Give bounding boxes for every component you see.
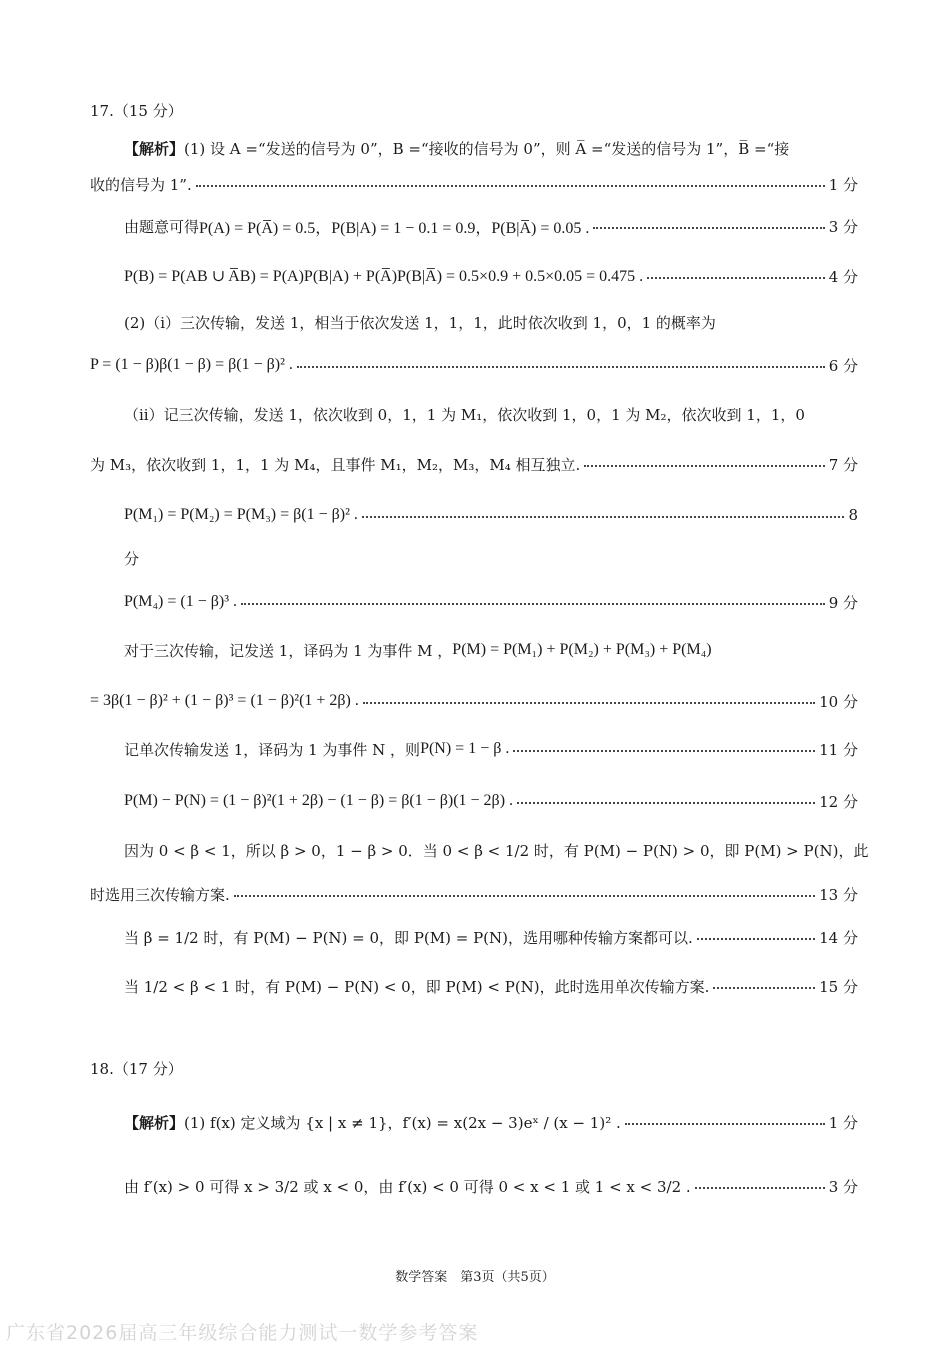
- score-label: 15 分: [819, 977, 858, 996]
- q17-line-2: 收的信号为 1”. 1 分: [90, 175, 858, 194]
- score-label: 1 分: [828, 175, 858, 194]
- q17-line-1: 【解析】 (1) 设 A =“发送的信号为 0”，B =“接收的信号为 0”，则 A̅ =“发送的信号为 1”，B̅ =“接: [124, 139, 790, 158]
- q17-line-8: 为 M₃，依次收到 1，1，1 为 M₄，且事件 M₁，M₂，M₃，M₄ 相互独立. 7 分: [90, 455, 858, 474]
- leader-dots: [363, 702, 815, 704]
- q17-line-4: P(B) = P(AB ∪ A̅B) = P(A)P(B|A) + P(A̅)P(B|A̅) = 0.5×0.9 + 0.5×0.05 = 0.475 . 4 分: [124, 267, 858, 286]
- q17-line-12: 对于三次传输，记发送 1，译码为 1 为事件 M ， P(M) = P(M₁) + P(M₂) + P(M₃) + P(M₄): [124, 641, 712, 660]
- q17-line-17: 时选用三次传输方案. 13 分: [90, 885, 858, 904]
- q17-line-15: P(M) − P(N) = (1 − β)²(1 + 2β) − (1 − β) = β(1 − β)(1 − 2β) . 12 分: [124, 792, 858, 811]
- page-footer: 数学答案 第3页（共5页）: [395, 1270, 555, 1285]
- leader-dots: [697, 938, 815, 940]
- leader-dots: [625, 1123, 825, 1125]
- score-label: 8: [848, 506, 858, 524]
- q17-line-5: (2)（i）三次传输，发送 1，相当于依次发送 1，1，1，此时依次收到 1，0，1 的概率为: [124, 313, 716, 332]
- q18-heading: 18.（17 分）: [90, 1059, 183, 1078]
- q17-line-10: 分: [124, 549, 140, 568]
- score-label: 1 分: [828, 1113, 858, 1132]
- score-label: 12 分: [819, 792, 858, 811]
- q17-line-13: = 3β(1 − β)² + (1 − β)³ = (1 − β)²(1 + 2β) . 10 分: [90, 692, 858, 711]
- q18-line-1: 【解析】 (1) f(x) 定义域为 {x | x ≠ 1}，f′(x) = x(2x − 3)eˣ / (x − 1)² . 1 分: [124, 1113, 858, 1132]
- analysis-tag: 【解析】: [124, 139, 185, 158]
- q17-line-16: 因为 0 < β < 1，所以 β > 0，1 − β > 0．当 0 < β < 1/2 时，有 P(M) − P(N) > 0，即 P(M) > P(N)，此: [124, 841, 869, 860]
- q17-line-19: 当 1/2 < β < 1 时，有 P(M) − P(N) < 0，即 P(M) < P(N)，此时选用单次传输方案. 15 分: [124, 977, 858, 996]
- leader-dots: [593, 227, 824, 229]
- score-label: 11 分: [819, 740, 858, 759]
- watermark: 广东省2026届高三年级综合能力测试一数学参考答案: [6, 1322, 479, 1344]
- leader-dots: [362, 516, 845, 518]
- leader-dots: [517, 802, 815, 804]
- score-label: 7 分: [828, 455, 858, 474]
- score-label: 13 分: [819, 885, 858, 904]
- leader-dots: [647, 277, 825, 279]
- q17-line-6: P = (1 − β)β(1 − β) = β(1 − β)² . 6 分: [90, 356, 858, 375]
- q17-heading: 17.（15 分）: [90, 101, 183, 120]
- leader-dots: [584, 465, 824, 467]
- score-label: 9 分: [828, 593, 858, 612]
- q17-line-9: P(M₁) = P(M₂) = P(M₃) = β(1 − β)² . 8: [124, 506, 858, 524]
- leader-dots: [196, 185, 825, 187]
- leader-dots: [513, 750, 815, 752]
- analysis-tag: 【解析】: [124, 1113, 185, 1132]
- leader-dots: [297, 366, 825, 368]
- q17-line-18: 当 β = 1/2 时，有 P(M) − P(N) = 0，即 P(M) = P(N)，选用哪种传输方案都可以. 14 分: [124, 928, 858, 947]
- leader-dots: [234, 895, 815, 897]
- score-label: 6 分: [828, 356, 858, 375]
- score-label: 3 分: [828, 1177, 858, 1196]
- score-label: 3 分: [828, 217, 858, 236]
- q17-line-3: 由题意可得 P(A) = P(A̅) = 0.5，P(B|A) = 1 − 0.1 = 0.9，P(B|A̅) = 0.05 . 3 分: [124, 217, 858, 237]
- score-label: 14 分: [819, 928, 858, 947]
- leader-dots: [695, 1187, 825, 1189]
- leader-dots: [241, 603, 825, 605]
- leader-dots: [713, 987, 815, 989]
- q17-line-14: 记单次传输发送 1，译码为 1 为事件 N ，则 P(N) = 1 − β . 11 分: [124, 740, 858, 759]
- q17-line-11: P(M₄) = (1 − β)³ . 9 分: [124, 593, 858, 612]
- score-label: 10 分: [819, 692, 858, 711]
- score-label: 4 分: [828, 267, 858, 286]
- q17-line-7: （ii）记三次传输，发送 1，依次收到 0，1，1 为 M₁，依次收到 1，0，1 为 M₂，依次收到 1，1，0: [124, 405, 805, 424]
- q18-line-2: 由 f′(x) > 0 可得 x > 3/2 或 x < 0，由 f′(x) < 0 可得 0 < x < 1 或 1 < x < 3/2 . 3 分: [124, 1177, 858, 1196]
